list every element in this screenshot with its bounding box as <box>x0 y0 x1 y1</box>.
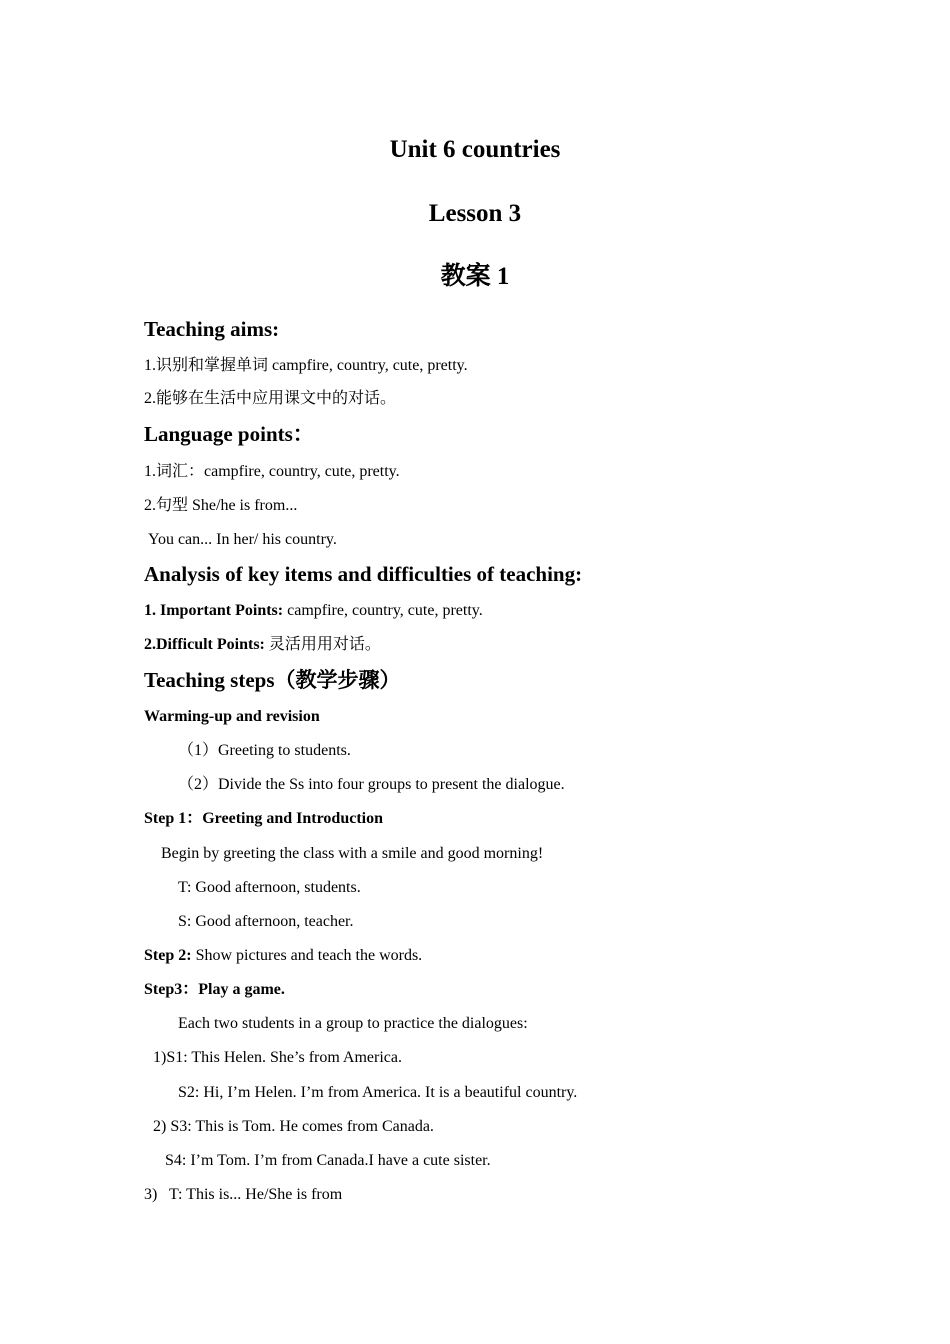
step1-heading: Step 1：Greeting and Introduction <box>144 810 383 827</box>
language-point-3: You can... In her/ his country. <box>148 531 337 548</box>
difficult-points-label: 2.Difficult Points: <box>144 636 265 653</box>
important-points <box>144 601 483 621</box>
language-points-heading: Language points： <box>144 422 314 446</box>
language-point-2: 2.句型 She/he is from... <box>144 497 298 514</box>
difficult-points-text: 灵活用用对话。 <box>264 636 381 653</box>
teaching-aim-1: 1.识别和掌握单词 campfire, country, cute, pretty. <box>144 357 468 374</box>
step2-label: Step 2: <box>144 947 192 964</box>
dialogue-1-s2: S2: Hi, I’m Helen. I’m from America. It is a beautiful country. <box>178 1084 578 1101</box>
dialogue-2-s4: S4: I’m Tom. I’m from Canada.I have a cute sister. <box>165 1152 491 1169</box>
dialogue-2-s3: 2) S3: This is Tom. He comes from Canada. <box>153 1118 434 1135</box>
step3-intro: Each two students in a group to practice the dialogues: <box>178 1015 528 1032</box>
lesson-plan-title: 教案 1 <box>440 263 510 290</box>
dialogue-3-teacher: 3) T: This is... He/She is from <box>144 1186 343 1203</box>
teaching-aim-2: 2.能够在生活中应用课文中的对话。 <box>144 390 397 407</box>
step1-student-line: S: Good afternoon, teacher. <box>178 913 354 930</box>
step2-text: Show pictures and teach the words. <box>191 947 423 964</box>
important-points-text: campfire, country, cute, pretty. <box>283 602 483 619</box>
teaching-steps-heading: Teaching steps（教学步骤） <box>144 668 401 692</box>
teaching-aims-heading: Teaching aims: <box>144 317 280 341</box>
dialogue-1-s1: 1)S1: This Helen. She’s from America. <box>153 1049 402 1066</box>
step2 <box>144 946 422 966</box>
important-points-label: 1. Important Points: <box>144 602 284 619</box>
analysis-heading: Analysis of key items and difficulties of teaching: <box>144 562 583 586</box>
lesson-title: Lesson 3 <box>428 200 522 227</box>
unit-title: Unit 6 countries <box>389 136 561 163</box>
warmup-heading: Warming-up and revision <box>144 708 320 725</box>
difficult-points <box>144 635 381 655</box>
step3-heading: Step3：Play a game. <box>144 981 285 998</box>
warmup-item-2: （2）Divide the Ss into four groups to present the dialogue. <box>178 776 565 793</box>
step1-text: Begin by greeting the class with a smile and good morning! <box>161 845 544 862</box>
language-point-1: 1.词汇：campfire, country, cute, pretty. <box>144 463 400 480</box>
warmup-item-1: （1）Greeting to students. <box>178 742 351 759</box>
step1-teacher-line: T: Good afternoon, students. <box>178 879 361 896</box>
